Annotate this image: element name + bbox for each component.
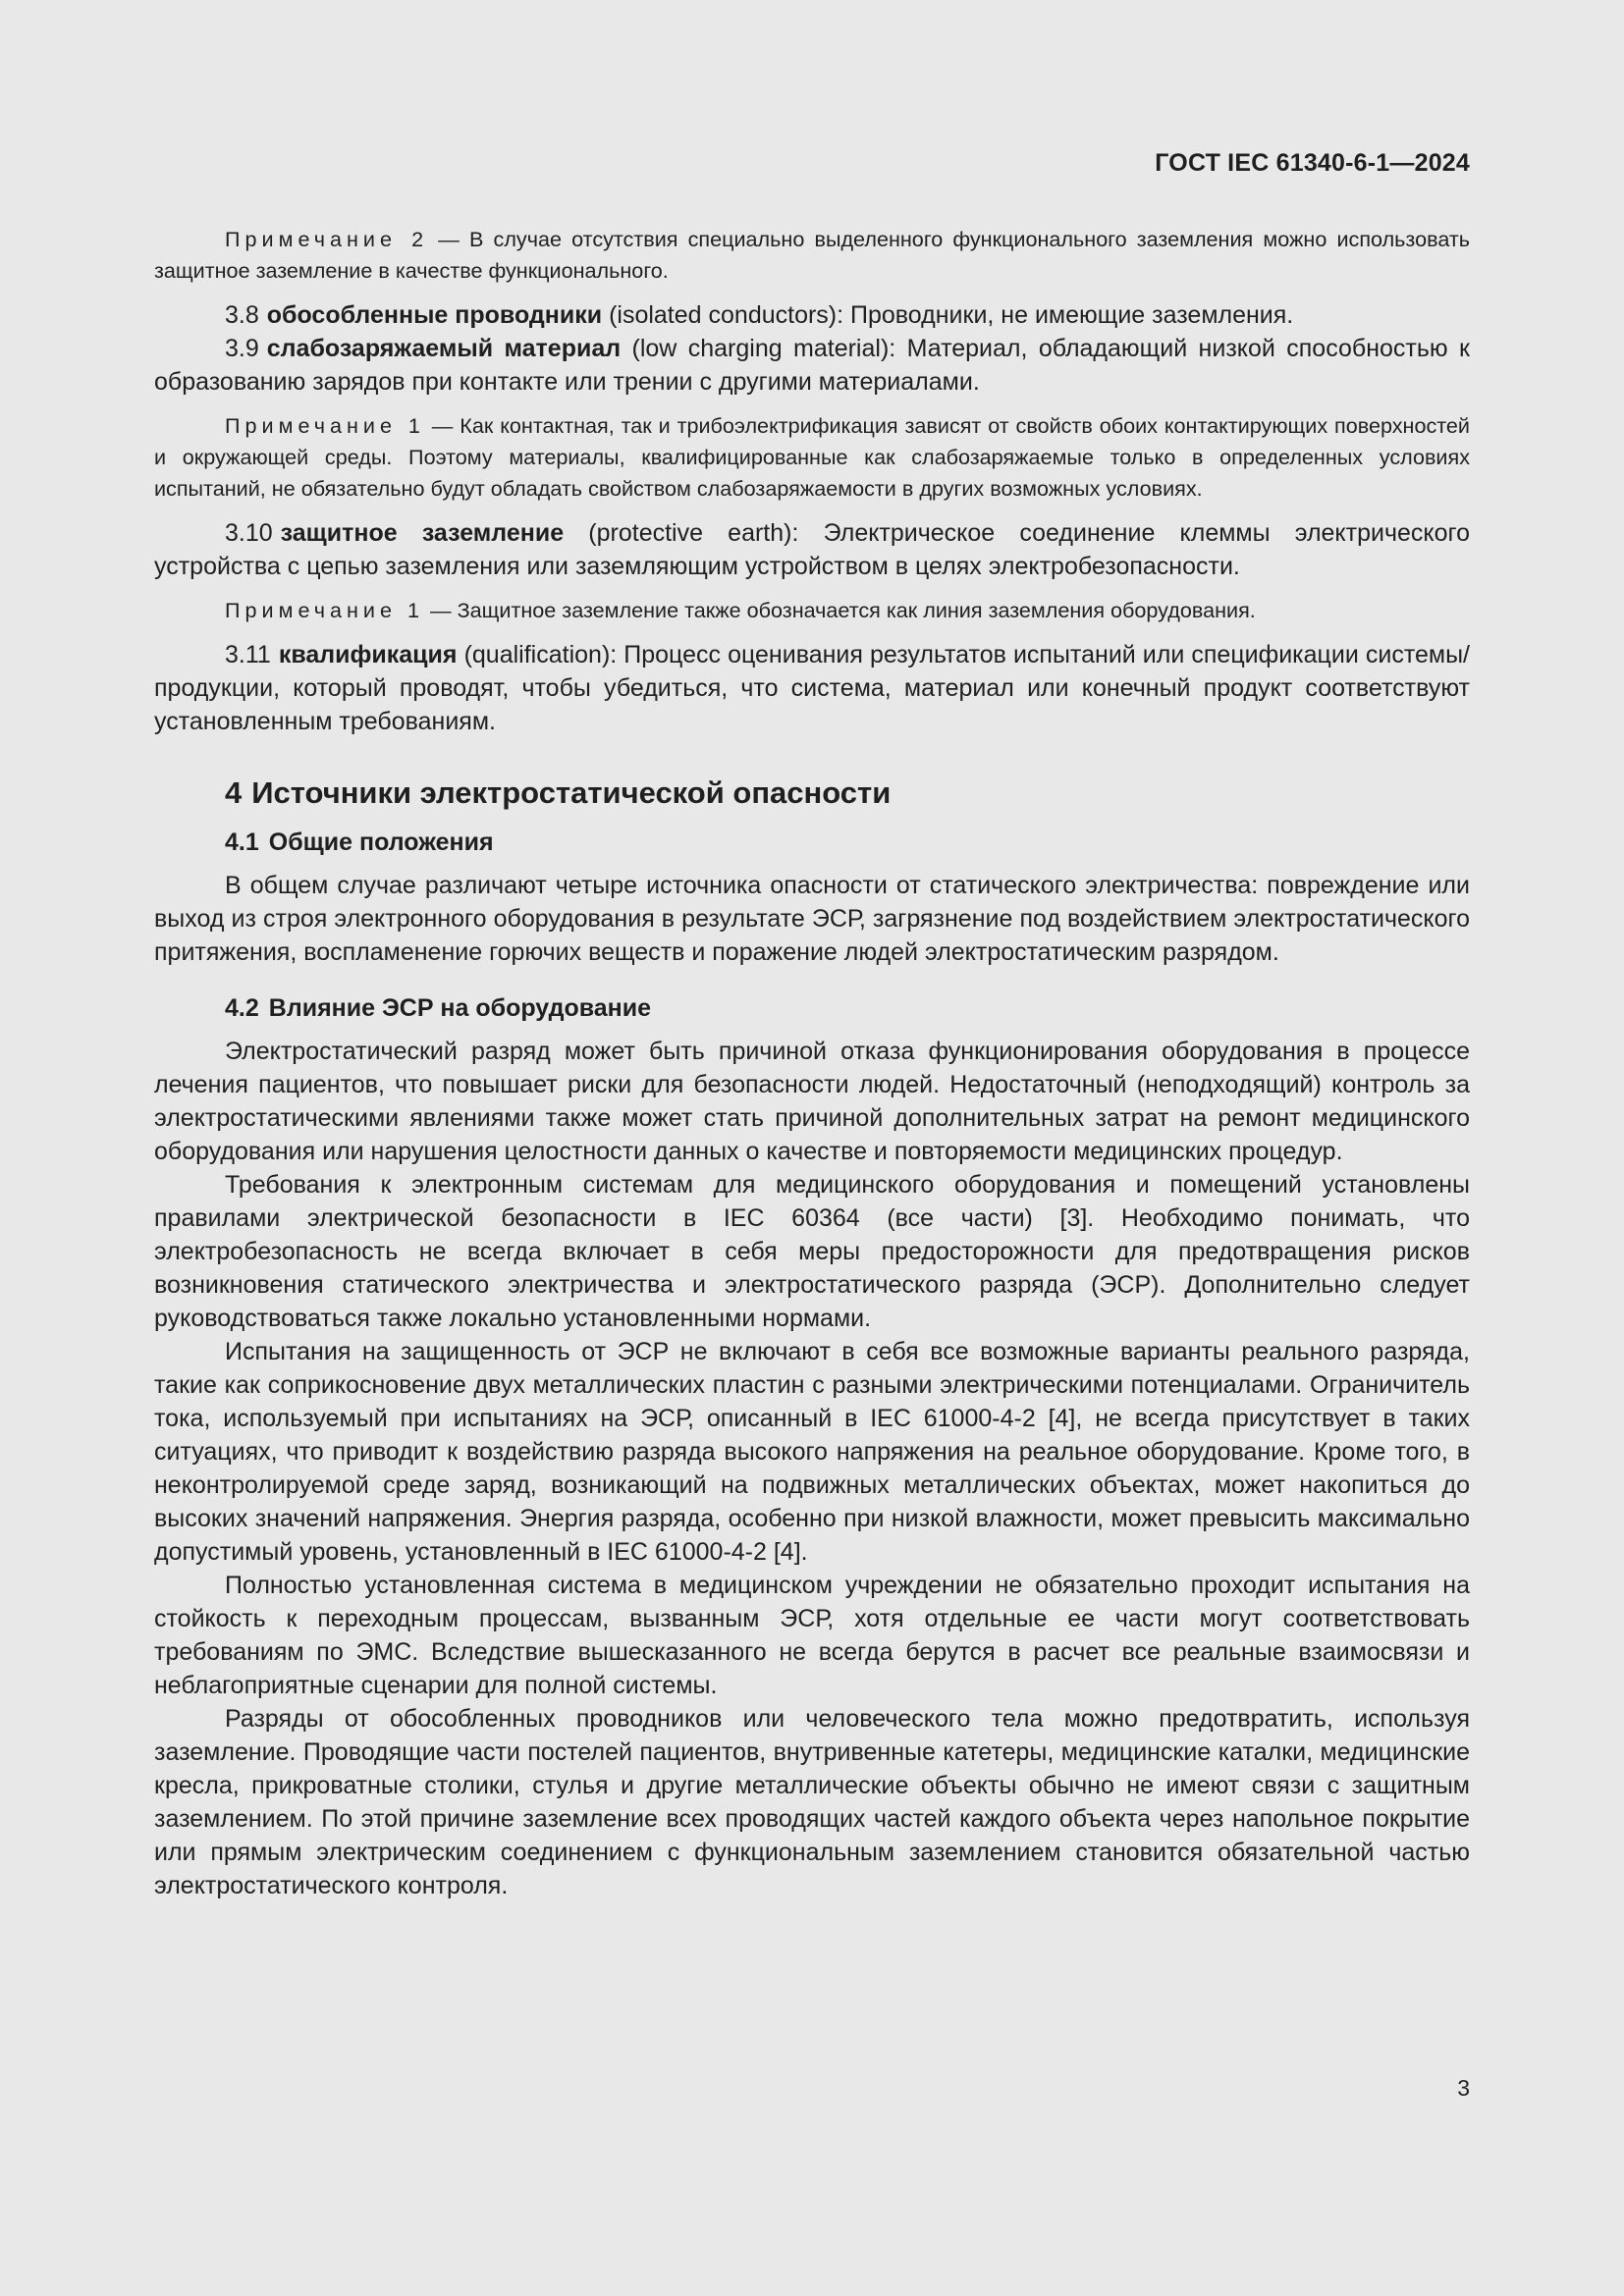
note-label: Примечание 1: [225, 413, 425, 438]
note-text: — В случае отсутствия специально выделенного функционального заземления можно использовать защитное заземление в качестве функционального.: [154, 227, 1471, 283]
term-number: 3.10: [225, 519, 273, 547]
term-number: 3.11: [225, 641, 271, 668]
term-definition: Процесс оценивания результатов испытаний или спецификации системы/продукции, который проводят, чтобы убедиться, что система, материал или конечный продукт соответствуют установленным требованиям.: [154, 641, 1470, 735]
page-content: [154, 224, 1470, 1902]
term-english: (protective earth):: [564, 519, 799, 547]
subsection-4-2-heading: [225, 994, 1470, 1023]
subsection-4-1-heading: [225, 828, 1470, 857]
term-3-10: [154, 516, 1470, 583]
subsection-number: 4.1: [225, 828, 259, 856]
note-functional-earth: [154, 224, 1470, 287]
term-number: 3.9: [225, 335, 259, 362]
paragraph-4-2-4: Полностью установленная система в медицинском учреждении не обязательно проходит испытания на стойкость к переходным процессам, вызванным ЭСР, хотя отдельные ее части могут соответствовать требованиям по ЭМС. Вследствие вышесказанного не всегда берутся в расчет все реальные взаимосвязи и неблагоприятные сценарии для полной системы.: [154, 1572, 1470, 1699]
paragraph-4-2-2: Требования к электронным системам для медицинского оборудования и помещений установлены правилами электрической безопасности в IEC 60364 (все части) [3]. Необходимо понимать, что электробезопасность не всегда включает в себя меры предосторожности для предотвращения рисков возникновения статического электричества и электростатического разряда (ЭСР). Дополнительно следует руководствоваться также локально установленными нормами.: [154, 1171, 1470, 1332]
term-number: 3.8: [225, 301, 259, 329]
subsection-title: Общие положения: [268, 828, 494, 856]
note-text: — Защитное заземление также обозначается как линия заземления оборудования.: [424, 598, 1256, 622]
note-label: Примечание 2: [225, 227, 429, 251]
term-english: (isolated conductors):: [602, 301, 844, 329]
paragraph-4-1-1: В общем случае различают четыре источника опасности от статического электричества: повреждение или выход из строя электронного оборудования в результате ЭСР, загрязнение под воздействием электростатического притяжения, воспламенение горючих веществ и поражение людей электростатическим разрядом.: [154, 872, 1470, 966]
note-protective-earth: [154, 595, 1470, 626]
note-label: Примечание 1: [225, 598, 424, 622]
page-number: 3: [1457, 2075, 1470, 2101]
section-number: 4: [225, 775, 243, 810]
term-name: квалификация: [278, 641, 458, 668]
section-title: Источники электростатической опасности: [251, 775, 892, 810]
term-3-11: [154, 638, 1470, 738]
term-english: (low charging material):: [621, 335, 896, 362]
term-name: защитное заземление: [280, 519, 565, 547]
subsection-number: 4.2: [225, 994, 259, 1022]
note-low-charging: [154, 410, 1470, 505]
paragraph-4-2-5: Разряды от обособленных проводников или человеческого тела можно предотвратить, используя заземление. Проводящие части постелей пациентов, внутривенные катетеры, медицинские каталки, медицинские кресла, прикроватные столики, стулья и другие металлические объекты обычно не имеют связи с защитным заземлением. По этой причине заземление всех проводящих частей каждого объекта через напольное покрытие или прямым электрическим соединением с функциональным заземлением становится обязательной частью электростатического контроля.: [154, 1705, 1470, 1899]
paragraph-4-2-1: Электростатический разряд может быть причиной отказа функционирования оборудования в процессе лечения пациентов, что повышает риски для безопасности людей. Недостаточный (неподходящий) контроль за электростатическими явлениями также может стать причиной дополнительных затрат на ремонт медицинского оборудования или нарушения целостности данных о качестве и повторяемости медицинских процедур.: [154, 1038, 1470, 1165]
term-name: обособленные проводники: [266, 301, 603, 329]
term-3-9: [154, 332, 1470, 399]
subsection-title: Влияние ЭСР на оборудование: [268, 994, 652, 1022]
term-english: (qualification):: [457, 641, 618, 668]
section-4-heading: [225, 775, 1470, 811]
document-header: ГОСТ IEC 61340-6-1—2024: [1155, 149, 1470, 177]
note-text: — Как контактная, так и трибоэлектрификация зависят от свойств обоих контактирующих поверхностей и окружающей среды. Поэтому материалы, квалифицированные как слабозаряжаемые только в определенных условиях испытаний, не обязательно будут обладать свойством слабозаряжаемости в других возможных условиях.: [154, 413, 1470, 501]
term-name: слабозаряжаемый материал: [266, 335, 622, 362]
paragraph-4-2-3: Испытания на защищенность от ЭСР не включают в себя все возможные варианты реального разряда, такие как соприкосновение двух металлических пластин с разными электрическими потенциалами. Ограничитель тока, используемый при испытаниях на ЭСР, описанный в IEC 61000-4-2 [4], не всегда присутствует в таких ситуациях, что приводит к воздействию разряда высокого напряжения на реальное оборудование. Кроме того, в неконтролируемой среде заряд, возникающий на подвижных металлических объектах, может накопиться до высоких значений напряжения. Энергия разряда, особенно при низкой влажности, может превысить максимально допустимый уровень, установленный в IEC 61000-4-2 [4].: [154, 1338, 1470, 1566]
term-definition: Материал, обладающий низкой способностью к образованию зарядов при контакте или трении с другими материалами.: [154, 335, 1470, 396]
term-definition: Электрическое соединение клеммы электрического устройства с цепью заземления или заземляющим устройством в целях электробезопасности.: [154, 519, 1470, 580]
term-3-8: [154, 298, 1470, 332]
term-definition: Проводники, не имеющие заземления.: [843, 301, 1294, 329]
